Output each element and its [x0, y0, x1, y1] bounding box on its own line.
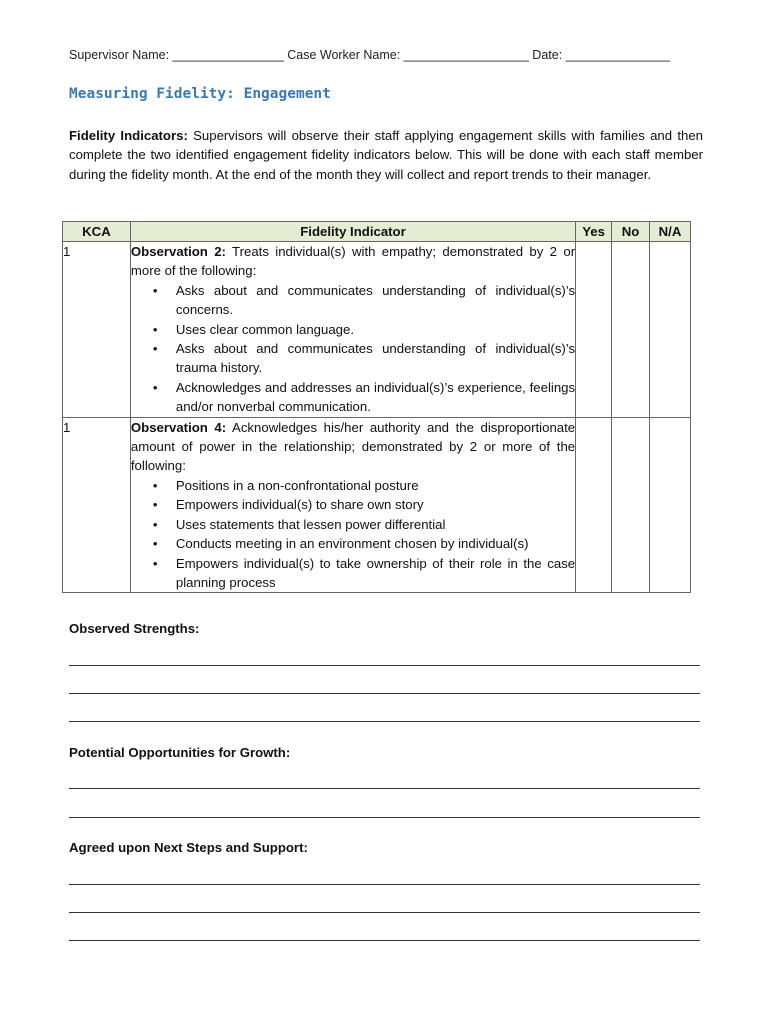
na-checkbox-cell[interactable] [650, 242, 691, 418]
next-steps-line-2[interactable] [69, 912, 700, 913]
list-item: • Empowers individual(s) to take ownership of their role in the case planning process [131, 554, 575, 593]
observation-text: Treats individual(s) with empathy; demonstrated by 2 or more of the following: [130, 244, 576, 279]
table-header-row [63, 222, 691, 242]
list-item: • Positions in a non-confrontational posture [131, 476, 575, 495]
kca-cell: 1 [63, 242, 131, 418]
strengths-line-1[interactable] [69, 665, 700, 666]
header-kca: KCA [63, 222, 131, 242]
header-indicator: Fidelity Indicator [130, 222, 575, 242]
fidelity-table [62, 221, 691, 593]
strengths-label: Observed Strengths: [69, 621, 200, 636]
intro-text: Supervisors will observe their staff applying engagement skills with families and then complete the two identified engagement fidelity indicators below. This will be done with each staff member during the fidelity month. At the end of the month they will collect and report trends to their manager. [69, 128, 703, 182]
observation-lead: Observation 4: [130, 419, 227, 435]
no-checkbox-cell[interactable] [612, 242, 650, 418]
growth-line-1[interactable] [69, 788, 700, 789]
criteria-list [131, 281, 575, 417]
list-item: • Uses clear common language. [131, 320, 575, 339]
indicator-cell [130, 242, 575, 418]
header-na: N/A [650, 222, 691, 242]
intro-paragraph [69, 126, 703, 184]
list-item: • Empowers individual(s) to share own story [131, 495, 575, 514]
observation-text: Acknowledges his/her authority and the disproportionate amount of power in the relationship; demonstrated by 2 or more of the following: [130, 419, 576, 474]
strengths-line-2[interactable] [69, 693, 700, 694]
observation-lead: Observation 2: [130, 244, 226, 259]
kca-cell: 1 [63, 417, 131, 593]
no-checkbox-cell[interactable] [612, 417, 650, 593]
growth-label: Potential Opportunities for Growth: [69, 745, 291, 760]
list-item: • Uses statements that lessen power differential [131, 515, 575, 534]
table-row [63, 242, 691, 418]
strengths-line-3[interactable] [69, 721, 700, 722]
header-fields: Supervisor Name: ________________ Case Worker Name: __________________ Date: _______________ [69, 48, 670, 62]
yes-checkbox-cell[interactable] [576, 242, 612, 418]
header-no: No [612, 222, 650, 242]
yes-checkbox-cell[interactable] [576, 417, 612, 593]
page-title: Measuring Fidelity: Engagement [69, 86, 331, 102]
indicator-cell [130, 417, 575, 593]
table-row [63, 417, 691, 593]
next-steps-label: Agreed upon Next Steps and Support: [69, 840, 308, 855]
intro-lead: Fidelity Indicators: [69, 128, 188, 143]
growth-line-2[interactable] [69, 817, 700, 818]
header-yes: Yes [576, 222, 612, 242]
na-checkbox-cell[interactable] [650, 417, 691, 593]
next-steps-line-1[interactable] [69, 884, 700, 885]
next-steps-line-3[interactable] [69, 940, 700, 941]
criteria-list [131, 476, 575, 592]
list-item: • Asks about and communicates understanding of individual(s)’s concerns. [131, 281, 575, 320]
list-item: • Conducts meeting in an environment chosen by individual(s) [131, 534, 575, 553]
list-item: • Asks about and communicates understanding of individual(s)’s trauma history. [131, 339, 575, 378]
list-item: • Acknowledges and addresses an individual(s)’s experience, feelings and/or nonverbal communication. [131, 378, 575, 417]
